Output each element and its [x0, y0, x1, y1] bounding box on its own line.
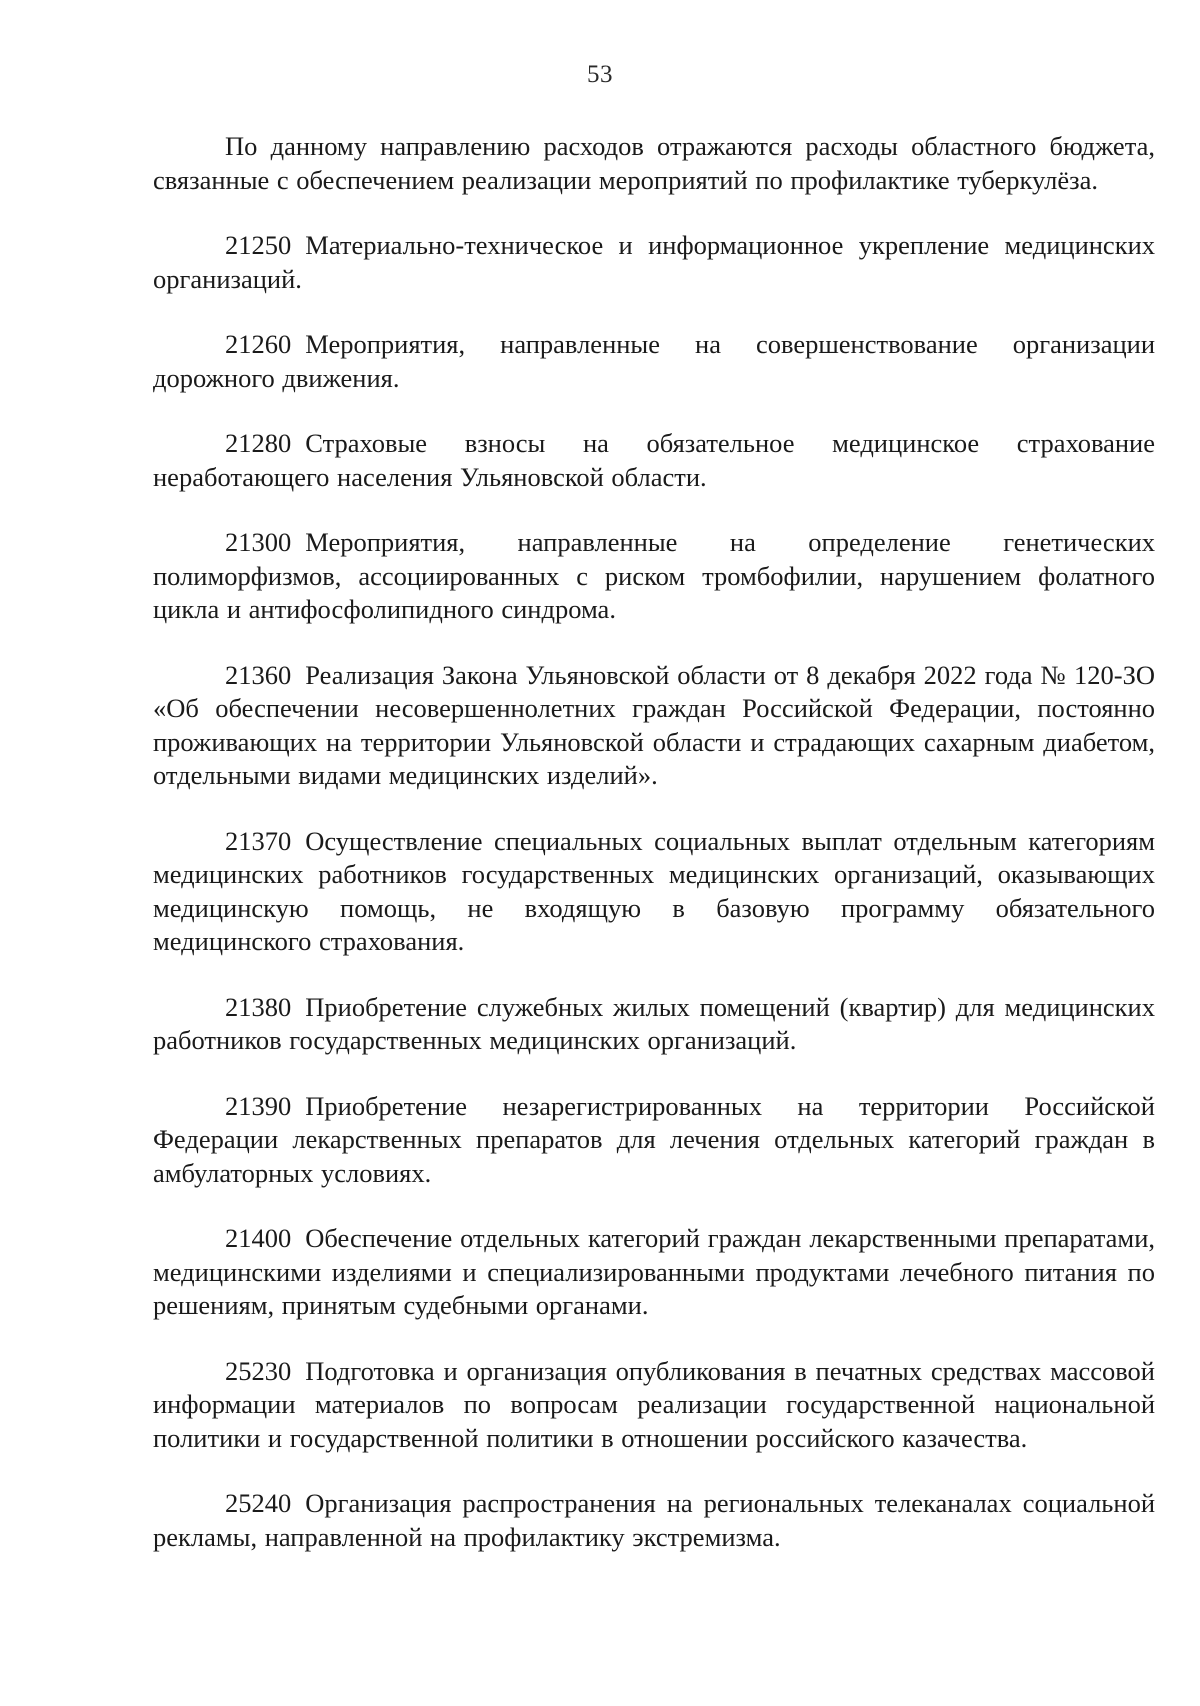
entry-code: 25240	[225, 1488, 292, 1518]
entry-text: Подготовка и организация опубликования в печатных средствах массовой информации материалов по вопросам реализации государственной национальной политики и государственной политики в отношении российского казачества.	[153, 1355, 1155, 1453]
entry-paragraph	[153, 1090, 1155, 1191]
entry-text: Осуществление специальных социальных выплат отдельным категориям медицинских работников государственных медицинских организаций, оказывающих медицинскую помощь, не входящую в базовую программу обязательного медицинского страхования.	[153, 825, 1155, 956]
entry-text: Материально-техническое и информационное укрепление медицинских организаций.	[153, 230, 1155, 294]
entry-paragraph	[153, 991, 1155, 1058]
entry-text: Реализация Закона Ульяновской области от 8 декабря 2022 года № 120-ЗО «Об обеспечении несовершеннолетних граждан Российской Федерации, постоянно проживающих на территории Ульяновской области и страдающих сахарным диабетом, отдельными видами медицинских изделий».	[153, 659, 1155, 790]
entry-paragraph	[153, 229, 1155, 296]
entry-text: Приобретение незарегистрированных на территории Российской Федерации лекарственных препаратов для лечения отдельных категорий граждан в амбулаторных условиях.	[153, 1090, 1155, 1188]
entry-paragraph	[153, 526, 1155, 627]
document-body	[153, 130, 1155, 1586]
entry-text: Организация распространения на региональных телеканалах социальной рекламы, направленной на профилактику экстремизма.	[153, 1488, 1155, 1552]
entry-code: 21390	[225, 1090, 292, 1121]
entry-text: Мероприятия, направленные на совершенствование организации дорожного движения.	[153, 329, 1155, 393]
entry-paragraph	[153, 659, 1155, 793]
entry-paragraph	[153, 427, 1155, 494]
entry-text: Приобретение служебных жилых помещений (квартир) для медицинских работников государственных медицинских организаций.	[153, 991, 1155, 1055]
entry-code: 21260	[225, 329, 292, 359]
entry-paragraph	[153, 1222, 1155, 1323]
entry-text: Обеспечение отдельных категорий граждан лекарственными препаратами, медицинскими изделиями и специализированными продуктами лечебного питания по решениям, принятым судебными органами.	[153, 1223, 1155, 1320]
entry-code: 21360	[225, 659, 292, 690]
entry-paragraph	[153, 825, 1155, 959]
entry-text: Мероприятия, направленные на определение генетических полиморфизмов, ассоциированных с риском тромбофилии, нарушением фолатного цикла и антифосфолипидного синдрома.	[153, 527, 1155, 624]
intro-paragraph: По данному направлению расходов отражаются расходы областного бюджета, связанные с обеспечением реализации мероприятий по профилактике туберкулёза.	[153, 131, 1155, 195]
entry-code: 21300	[225, 527, 292, 557]
entry-paragraph	[153, 328, 1155, 395]
entry-paragraph	[153, 1355, 1155, 1456]
entry-code: 21250	[225, 230, 292, 260]
entry-text: Страховые взносы на обязательное медицинское страхование неработающего населения Ульяновской области.	[153, 428, 1155, 492]
entry-code: 21380	[225, 991, 292, 1022]
page-number: 53	[587, 61, 613, 88]
entry-code: 21280	[225, 428, 292, 458]
entry-code: 21400	[225, 1223, 292, 1253]
entry-code: 25230	[225, 1355, 292, 1386]
entry-paragraph	[153, 1487, 1155, 1554]
entry-code: 21370	[225, 825, 292, 856]
